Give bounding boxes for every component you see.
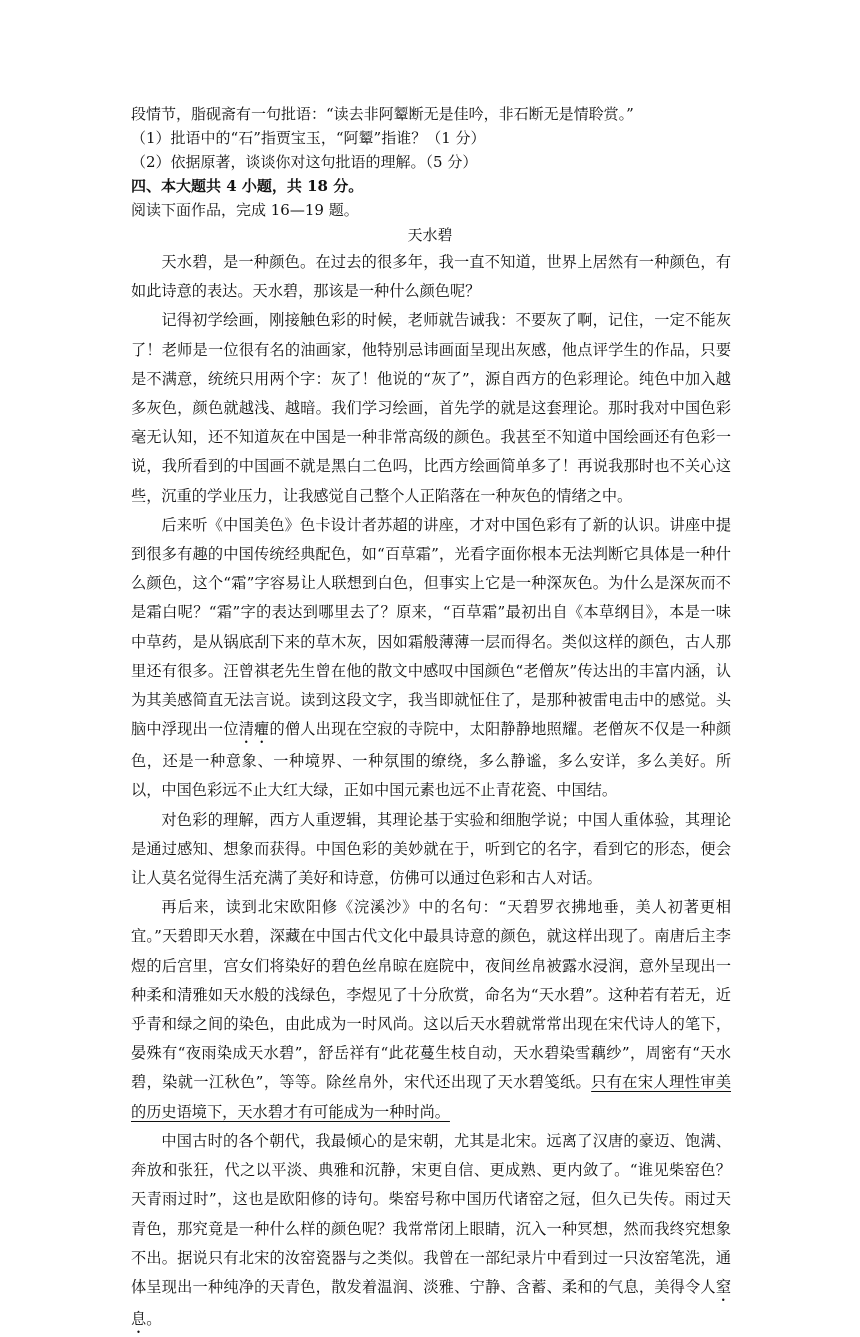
article-body xyxy=(131,248,731,1337)
emphasized-word-zhixi: 窒息 xyxy=(131,1277,731,1328)
paragraph-5 xyxy=(131,893,731,1127)
paragraph-4: 对色彩的理解，西方人重逻辑，其理论基于实验和细胞学说；中国人重体验，其理论是通过感知、想象而获得。中国色彩的美妙就在于，听到它的名字，看到它的形态，便会让人莫名觉得生活充满了美好和诗意，仿佛可以通过色彩和古人对话。 xyxy=(131,810,731,888)
paragraph-2: 记得初学绘画，刚接触色彩的时候，老师就告诫我：不要灰了啊，记住，一定不能灰了！老师是一位很有名的油画家，他特别忌讳画面呈现出灰感，他点评学生的作品，只要是不满意，统统只用两个字：灰了！他说的“灰了”，源自西方的色彩理论。纯色中加入越多灰色，颜色就越浅、越暗。我们学习绘画，首先学的就是这套理论。那时我对中国色彩毫无认知，还不知道灰在中国是一种非常高级的颜色。我甚至不知道中国绘画还有色彩一说，我所看到的中国画不就是黑白二色吗，比西方绘画简单多了！再说我那时也不关心这些，沉重的学业压力，让我感觉自己整个人正陷落在一种灰色的情绪之中。 xyxy=(131,311,731,505)
paragraph-6-text-b: 。 xyxy=(146,1309,162,1328)
paragraph-3-text-b: 的僧人出现在空寂的寺院中，太阳静静地照耀。老僧灰不仅是一种颜色，还是一种意象、一种境界、一种氛围的缭绕，多么静谧，多么安详，多么美好。所以，中国色彩远不止大红大绿，正如中国元素也远不止青花瓷、中国结。 xyxy=(131,720,732,800)
question-2: （2）依据原著，谈谈你对这句批语的理解。（5 分） xyxy=(131,153,478,171)
paragraph-3 xyxy=(131,511,731,806)
question-1: （1）批语中的“石”指贾宝玉，“阿颦”指谁？（1 分） xyxy=(131,129,486,147)
paragraph-5-text: 再后来，读到北宋欧阳修《浣溪沙》中的名句：“天碧罗衣拂地垂，美人初著更相宜。”天碧即天水碧，深藏在中国古代文化中最具诗意的颜色，就这样出现了。南唐后主李煜的后宫里，宫女们将染好的碧色丝帛晾在庭院中，夜间丝帛被露水浸润，意外呈现出一种柔和清雅如天水般的浅绿色，李煜见了十分欣赏，命名为“天水碧”。这种若有若无，近乎青和绿之间的染色，由此成为一时风尚。这以后天水碧就常常出现在宋代诗人的笔下，晏殊有“夜雨染成天水碧”，舒岳祥有“此花蔓生枝自动，天水碧染雪藕纱”，周密有“天水碧，染就一江秋色”，等等。除丝帛外，宋代还出现了天水碧笺纸。 xyxy=(131,898,731,1092)
underlined-sentence: 只有在宋人理性审美的历史语境下，天水碧才有可能成为一种时尚。 xyxy=(131,1073,732,1121)
article-title: 天水碧 xyxy=(407,226,453,244)
reading-instruction: 阅读下面作品，完成 16—19 题。 xyxy=(131,201,359,219)
emphasized-word-qingqu: 清癯 xyxy=(238,720,270,739)
section-heading: 四、本大题共 4 小题，共 18 分。 xyxy=(131,177,364,195)
context-line: 段情节，脂砚斋有一句批语：“读去非阿颦断无是佳吟，非石断无是情聆赏。” xyxy=(131,105,634,123)
paragraph-1: 天水碧，是一种颜色。在过去的很多年，我一直不知道，世界上居然有一种颜色，有如此诗意的表达。天水碧，那该是一种什么颜色呢？ xyxy=(131,253,731,301)
paragraph-6 xyxy=(131,1127,731,1337)
paragraph-6-text-a: 中国古时的各个朝代，我最倾心的是宋朝，尤其是北宋。远离了汉唐的豪迈、饱满、奔放和张狂，代之以平淡、典雅和沉静，宋更自信、更成熟、更内敛了。“谁见柴窑色？天青雨过时”，这也是欧阳修的诗句。柴窑号称中国历代诸窑之冠，但久已失传。雨过天青色，那究竟是一种什么样的颜色呢？我常常闭上眼睛，沉入一种冥想，然而我终究想象不出。据说只有北宋的汝窑瓷器与之类似。我曾在一部纪录片中看到过一只汝窑笔洗，通体呈现出一种纯净的天青色，散发着温润、淡雅、宁静、含蓄、柔和的气息，美得令人 xyxy=(131,1131,731,1296)
paragraph-3-text-a: 后来听《中国美色》色卡设计者苏超的讲座，才对中国色彩有了新的认识。讲座中提到很多有趣的中国传统经典配色，如“百草霜”，光看字面你根本无法判断它具体是一种什么颜色，这个“霜”字容易让人联想到白色，但事实上它是一种深灰色。为什么是深灰而不是霜白呢？“霜”字的表达到哪里去了？原来，“百草霜”最初出自《本草纲目》，本是一味中草药，是从锅底刮下来的草木灰，因如霜般薄薄一层而得名。类似这样的颜色，古人那里还有很多。汪曾祺老先生曾在他的散文中感叹中国颜色“老僧灰”传达出的丰富内涵，认为其美感简直无法言说。读到这段文字，我当即就怔住了，是那种被雷电击中的感觉。头脑中浮现出一位 xyxy=(131,515,731,739)
